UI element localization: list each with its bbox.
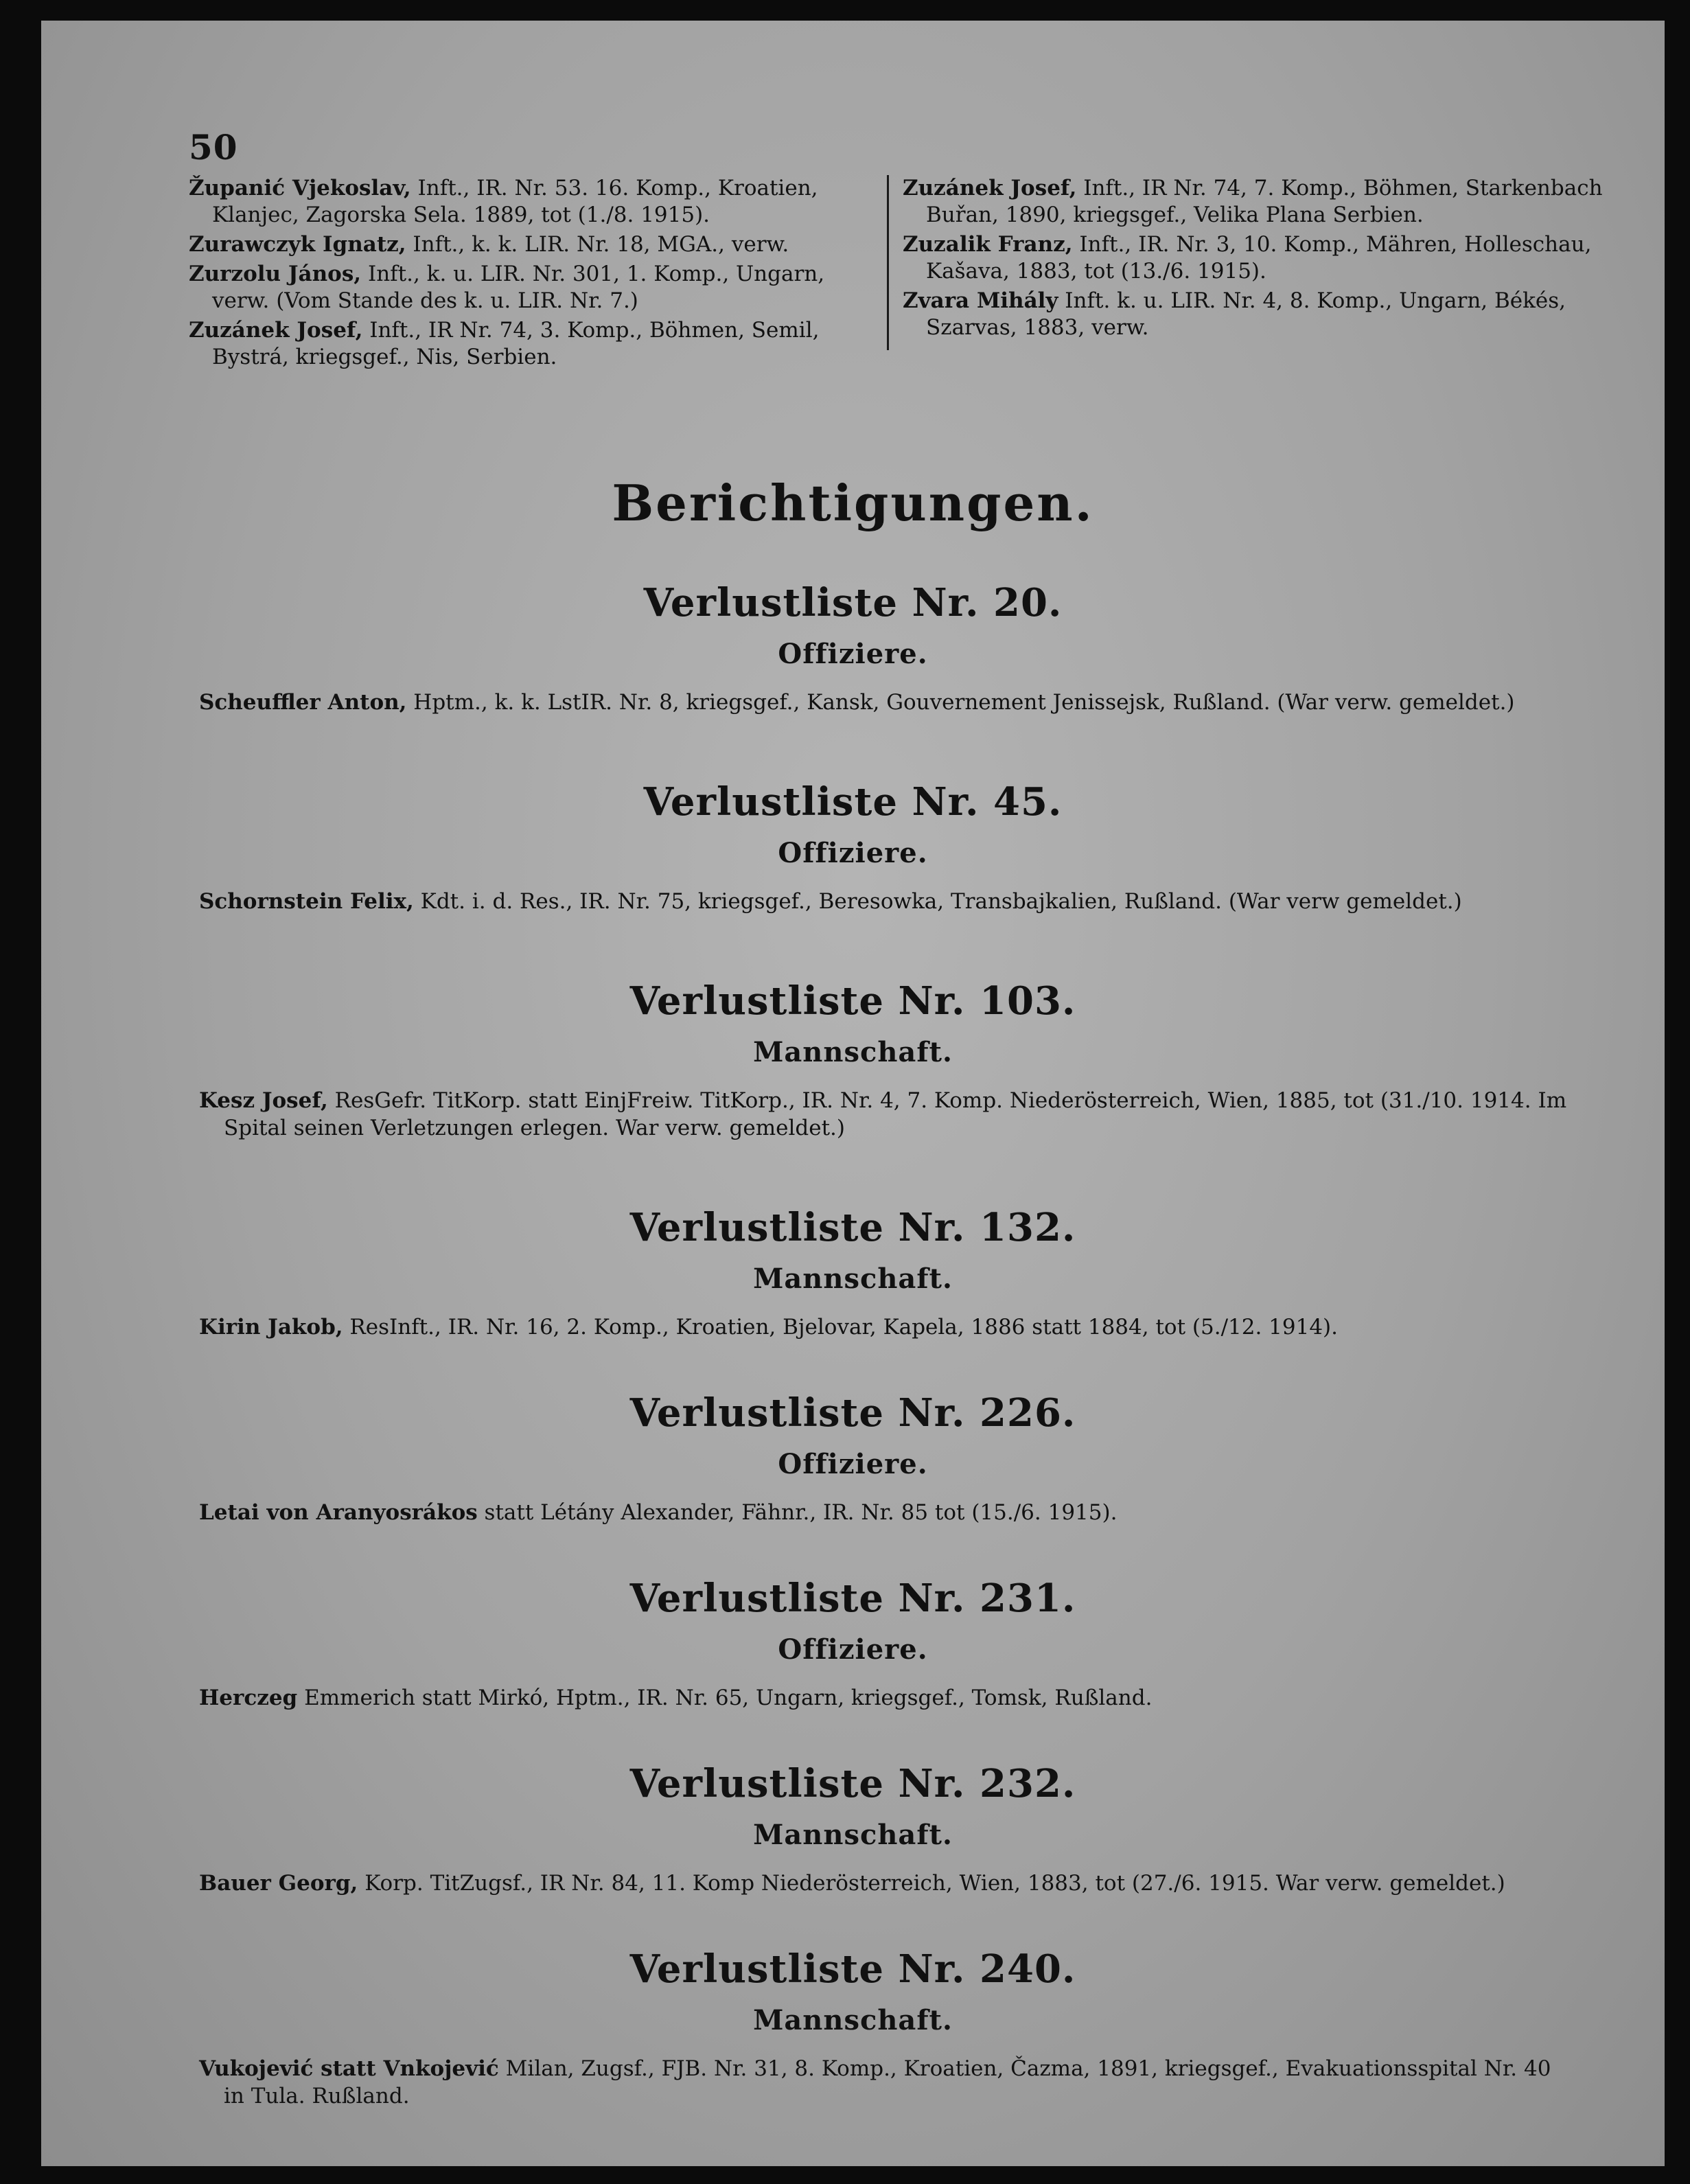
scanned-page (41, 21, 1665, 2166)
list-entry: Zuzalik Franz, Inft., IR. Nr. 3, 10. Komp., Mähren, Holleschau, Kašava, 1883, tot (13./6. 1915). (903, 232, 1592, 284)
correction-entry: Vukojević statt Vnkojević Milan, Zugsf., FJB. Nr. 31, 8. Komp., Kroatien, Čazma, 1891, kriegsgef., Evakuationsspital Nr. 40 in Tula. Rußland. (199, 2056, 1551, 2108)
section-title: Verlustliste Nr. 226. (629, 1390, 1076, 1436)
correction-entry: Kirin Jakob, ResInft., IR. Nr. 16, 2. Komp., Kroatien, Bjelovar, Kapela, 1886 statt 1884, tot (5./12. 1914). (199, 1315, 1339, 1340)
column-divider (887, 175, 889, 350)
section-subtitle: Offiziere. (778, 638, 928, 670)
list-entry: Zvara Mihály Inft. k. u. LIR. Nr. 4, 8. Komp., Ungarn, Békés, Szarvas, 1883, verw. (903, 288, 1566, 340)
section-verlustliste-240 (41, 1946, 1665, 2110)
right-column (903, 175, 1620, 344)
correction-entry: Bauer Georg, Korp. TitZugsf., IR Nr. 84, 11. Komp Niederösterreich, Wien, 1883, tot (27./6. 1915. War verw. gemeldet.) (199, 1871, 1505, 1896)
section-verlustliste-103 (41, 978, 1665, 1142)
section-subtitle: Mannschaft. (753, 1819, 953, 1851)
list-entry: Zuzánek Josef, Inft., IR Nr. 74, 7. Komp., Böhmen, Starkenbach Buřan, 1890, kriegsgef., Velika Plana Serbien. (903, 176, 1603, 227)
section-verlustliste-231 (41, 1576, 1665, 1712)
section-title: Verlustliste Nr. 232. (629, 1761, 1076, 1806)
section-title: Verlustliste Nr. 103. (629, 978, 1076, 1024)
list-entry: Zurzolu János, Inft., k. u. LIR. Nr. 301, 1. Komp., Ungarn, verw. (Vom Stande des k. u. LIR. Nr. 7.) (189, 262, 825, 313)
section-title: Verlustliste Nr. 20. (643, 580, 1063, 625)
section-subtitle: Offiziere. (778, 1633, 928, 1666)
section-subtitle: Mannschaft. (753, 1263, 953, 1295)
page-number: 50 (189, 127, 238, 168)
list-entry: Zuzánek Josef, Inft., IR Nr. 74, 3. Komp., Böhmen, Semil, Bystrá, kriegsgef., Nis, Serbien. (189, 318, 820, 369)
section-verlustliste-20 (41, 580, 1665, 716)
correction-entry: Schornstein Felix, Kdt. i. d. Res., IR. Nr. 75, kriegsgef., Beresowka, Transbajkalien, Rußland. (War verw gemeldet.) (199, 889, 1462, 914)
corrections-heading: Berichtigungen. (612, 474, 1094, 532)
section-title: Verlustliste Nr. 231. (629, 1576, 1076, 1621)
section-verlustliste-132 (41, 1205, 1665, 1341)
correction-entry: Scheuffler Anton, Hptm., k. k. LstIR. Nr. 8, kriegsgef., Kansk, Gouvernement Jenissejsk, Rußland. (War verw. gemeldet.) (199, 690, 1515, 715)
section-subtitle: Mannschaft. (753, 2004, 953, 2036)
section-title: Verlustliste Nr. 45. (643, 779, 1063, 825)
section-subtitle: Mannschaft. (753, 1036, 953, 1068)
correction-entry: Herczeg Emmerich statt Mirkó, Hptm., IR. Nr. 65, Ungarn, kriegsgef., Tomsk, Rußland. (199, 1686, 1153, 1710)
correction-entry: Letai von Aranyosrákos statt Létány Alexander, Fähnr., IR. Nr. 85 tot (15./6. 1915). (199, 1500, 1118, 1525)
list-entry: Zurawczyk Ignatz, Inft., k. k. LIR. Nr. 18, MGA., verw. (189, 232, 789, 257)
left-column (189, 175, 879, 373)
section-subtitle: Offiziere. (778, 837, 928, 869)
list-entry: Županić Vjekoslav, Inft., IR. Nr. 53. 16. Komp., Kroatien, Klanjec, Zagorska Sela. 1889, tot (1./8. 1915). (189, 176, 818, 227)
correction-entry: Kesz Josef, ResGefr. TitKorp. statt EinjFreiw. TitKorp., IR. Nr. 4, 7. Komp. Niederösterreich, Wien, 1885, tot (31./10. 1914. Im Spital seinen Verletzungen erlegen. War verw. gemeldet.) (199, 1088, 1567, 1140)
section-verlustliste-226 (41, 1390, 1665, 1526)
section-verlustliste-232 (41, 1761, 1665, 1897)
section-verlustliste-45 (41, 779, 1665, 915)
section-title: Verlustliste Nr. 240. (629, 1946, 1076, 1992)
section-subtitle: Offiziere. (778, 1448, 928, 1480)
section-title: Verlustliste Nr. 132. (629, 1205, 1076, 1250)
